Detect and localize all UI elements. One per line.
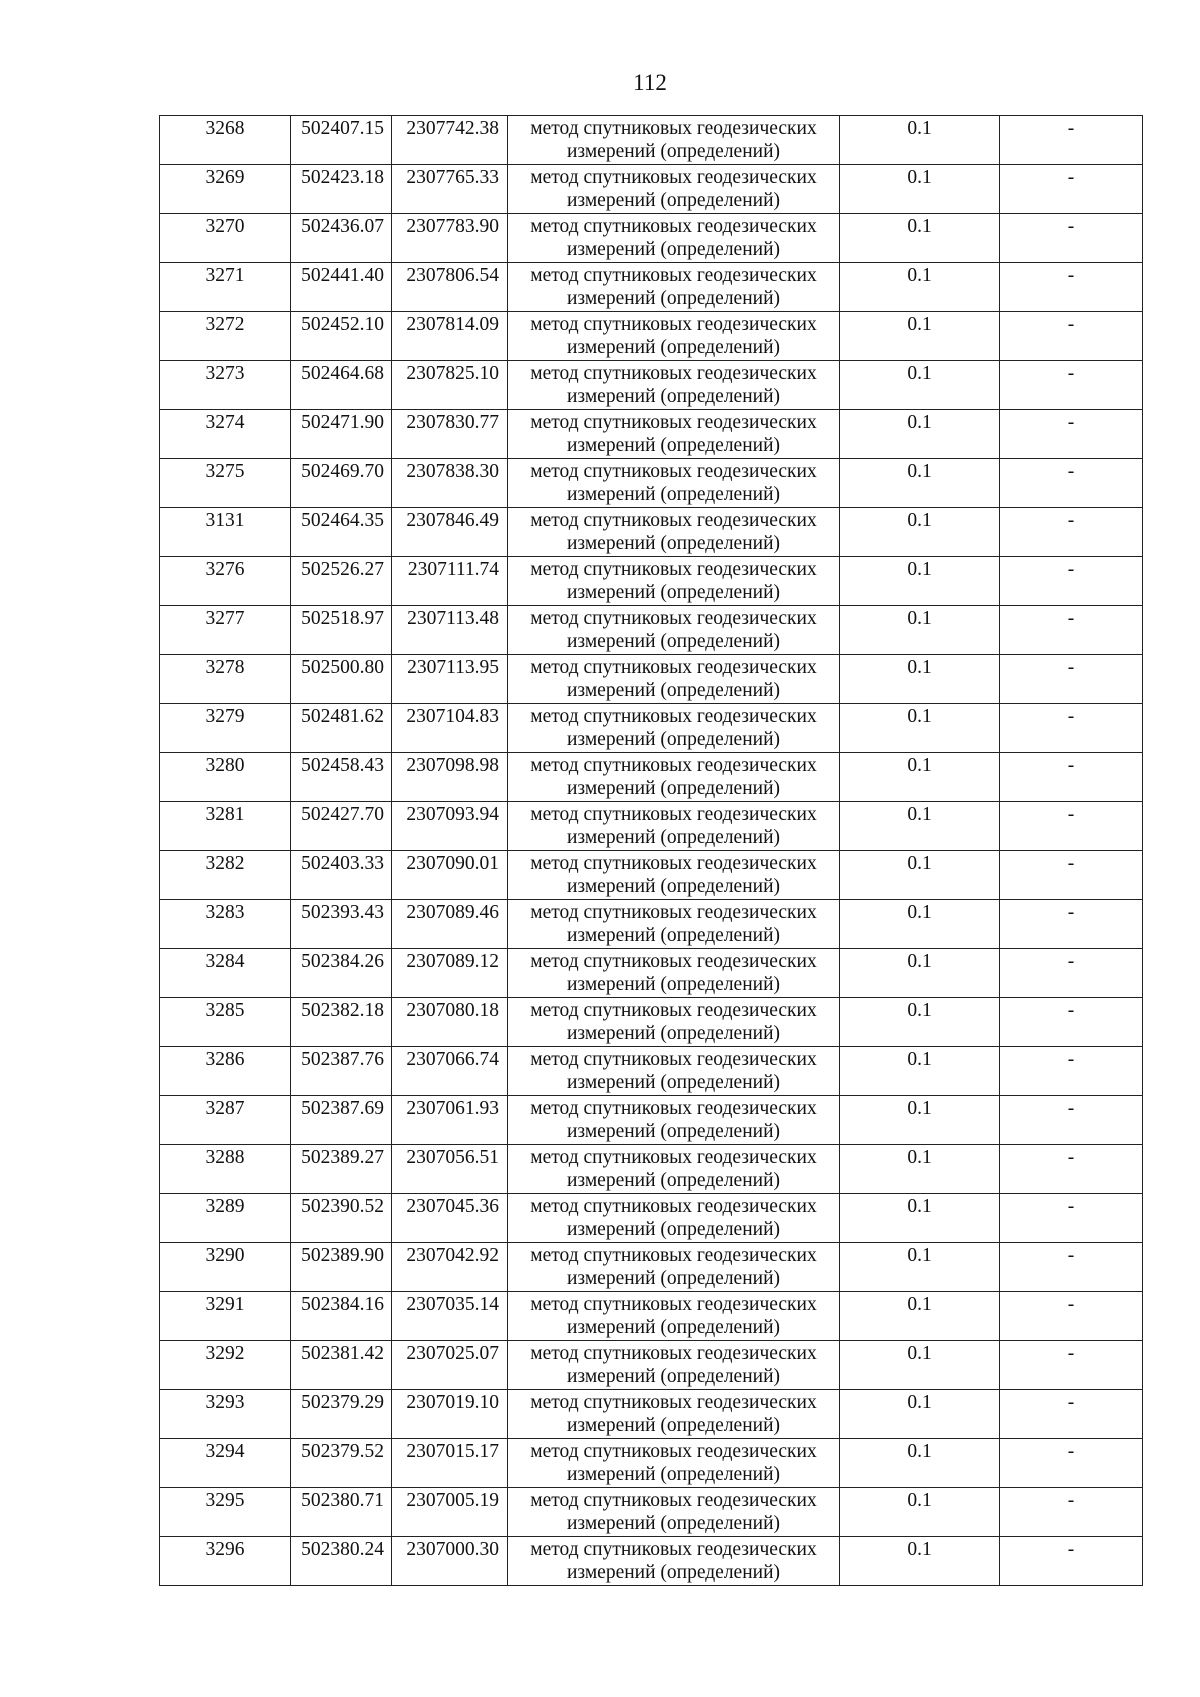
accuracy-cell: 0.1	[840, 900, 1000, 949]
x-coordinate-cell: 502393.43	[291, 900, 392, 949]
y-coordinate-cell: 2307000.30	[392, 1537, 508, 1586]
method-cell	[508, 1390, 840, 1439]
x-coordinate-cell: 502390.52	[291, 1194, 392, 1243]
method-line-1: метод спутниковых геодезических	[530, 1049, 817, 1070]
description-cell: -	[1000, 606, 1143, 655]
y-coordinate-cell: 2307042.92	[392, 1243, 508, 1292]
description-cell: -	[1000, 312, 1143, 361]
method-cell	[508, 998, 840, 1047]
x-coordinate-cell: 502387.76	[291, 1047, 392, 1096]
point-number-cell: 3282	[160, 851, 291, 900]
method-line-1: метод спутниковых геодезических	[530, 1098, 817, 1119]
x-coordinate-cell: 502379.29	[291, 1390, 392, 1439]
point-number-cell: 3270	[160, 214, 291, 263]
method-cell	[508, 361, 840, 410]
accuracy-cell: 0.1	[840, 655, 1000, 704]
table-row	[160, 851, 1143, 900]
method-cell	[508, 1194, 840, 1243]
method-line-2: измерений (определений)	[566, 1464, 781, 1485]
method-line-2: измерений (определений)	[566, 190, 781, 211]
x-coordinate-cell: 502389.27	[291, 1145, 392, 1194]
method-cell	[508, 1488, 840, 1537]
y-coordinate-cell: 2307093.94	[392, 802, 508, 851]
table-row	[160, 263, 1143, 312]
y-coordinate-cell: 2307090.01	[392, 851, 508, 900]
table-row	[160, 998, 1143, 1047]
x-coordinate-cell: 502381.42	[291, 1341, 392, 1390]
method-cell	[508, 1341, 840, 1390]
accuracy-cell: 0.1	[840, 1145, 1000, 1194]
table-row	[160, 900, 1143, 949]
method-cell	[508, 459, 840, 508]
y-coordinate-cell: 2307005.19	[392, 1488, 508, 1537]
x-coordinate-cell: 502389.90	[291, 1243, 392, 1292]
coordinates-table	[159, 115, 1143, 1586]
y-coordinate-cell: 2307061.93	[392, 1096, 508, 1145]
accuracy-cell: 0.1	[840, 459, 1000, 508]
point-number-cell: 3285	[160, 998, 291, 1047]
y-coordinate-cell: 2307035.14	[392, 1292, 508, 1341]
y-coordinate-cell: 2307098.98	[392, 753, 508, 802]
method-line-1: метод спутниковых геодезических	[530, 265, 817, 286]
y-coordinate-cell: 2307113.48	[392, 606, 508, 655]
accuracy-cell: 0.1	[840, 165, 1000, 214]
method-line-2: измерений (определений)	[566, 1219, 781, 1240]
table-row	[160, 1439, 1143, 1488]
coordinates-table-body	[160, 116, 1143, 1586]
method-line-2: измерений (определений)	[566, 925, 781, 946]
point-number-cell: 3274	[160, 410, 291, 459]
accuracy-cell: 0.1	[840, 1243, 1000, 1292]
description-cell: -	[1000, 1243, 1143, 1292]
x-coordinate-cell: 502458.43	[291, 753, 392, 802]
y-coordinate-cell: 2307113.95	[392, 655, 508, 704]
accuracy-cell: 0.1	[840, 1439, 1000, 1488]
description-cell: -	[1000, 508, 1143, 557]
point-number-cell: 3268	[160, 116, 291, 165]
method-line-1: метод спутниковых геодезических	[530, 461, 817, 482]
table-row	[160, 459, 1143, 508]
point-number-cell: 3277	[160, 606, 291, 655]
table-row	[160, 655, 1143, 704]
y-coordinate-cell: 2307066.74	[392, 1047, 508, 1096]
point-number-cell: 3275	[160, 459, 291, 508]
accuracy-cell: 0.1	[840, 704, 1000, 753]
method-cell	[508, 263, 840, 312]
method-line-1: метод спутниковых геодезических	[530, 314, 817, 335]
point-number-cell: 3272	[160, 312, 291, 361]
table-row	[160, 410, 1143, 459]
table-row	[160, 1096, 1143, 1145]
method-line-2: измерений (определений)	[566, 533, 781, 554]
accuracy-cell: 0.1	[840, 753, 1000, 802]
description-cell: -	[1000, 1194, 1143, 1243]
description-cell: -	[1000, 214, 1143, 263]
description-cell: -	[1000, 116, 1143, 165]
method-cell	[508, 1145, 840, 1194]
table-row	[160, 1537, 1143, 1586]
y-coordinate-cell: 2307080.18	[392, 998, 508, 1047]
y-coordinate-cell: 2307825.10	[392, 361, 508, 410]
method-line-1: метод спутниковых геодезических	[530, 1147, 817, 1168]
method-cell	[508, 1292, 840, 1341]
method-cell	[508, 851, 840, 900]
x-coordinate-cell: 502407.15	[291, 116, 392, 165]
description-cell: -	[1000, 1047, 1143, 1096]
accuracy-cell: 0.1	[840, 1096, 1000, 1145]
accuracy-cell: 0.1	[840, 361, 1000, 410]
description-cell: -	[1000, 1096, 1143, 1145]
point-number-cell: 3295	[160, 1488, 291, 1537]
y-coordinate-cell: 2307806.54	[392, 263, 508, 312]
method-cell	[508, 557, 840, 606]
method-line-1: метод спутниковых геодезических	[530, 706, 817, 727]
method-line-1: метод спутниковых геодезических	[530, 951, 817, 972]
method-line-2: измерений (определений)	[566, 680, 781, 701]
table-row	[160, 1292, 1143, 1341]
accuracy-cell: 0.1	[840, 1537, 1000, 1586]
x-coordinate-cell: 502382.18	[291, 998, 392, 1047]
method-line-1: метод спутниковых геодезических	[530, 1294, 817, 1315]
description-cell: -	[1000, 949, 1143, 998]
description-cell: -	[1000, 802, 1143, 851]
description-cell: -	[1000, 557, 1143, 606]
method-cell	[508, 1096, 840, 1145]
method-cell	[508, 753, 840, 802]
method-line-2: измерений (определений)	[566, 1366, 781, 1387]
y-coordinate-cell: 2307015.17	[392, 1439, 508, 1488]
method-cell	[508, 312, 840, 361]
method-line-1: метод спутниковых геодезических	[530, 559, 817, 580]
method-cell	[508, 116, 840, 165]
table-row	[160, 606, 1143, 655]
y-coordinate-cell: 2307783.90	[392, 214, 508, 263]
method-cell	[508, 1439, 840, 1488]
method-line-1: метод спутниковых геодезических	[530, 1441, 817, 1462]
method-line-2: измерений (определений)	[566, 288, 781, 309]
method-line-2: измерений (определений)	[566, 778, 781, 799]
x-coordinate-cell: 502380.24	[291, 1537, 392, 1586]
table-row	[160, 508, 1143, 557]
method-cell	[508, 410, 840, 459]
table-row	[160, 165, 1143, 214]
description-cell: -	[1000, 998, 1143, 1047]
point-number-cell: 3131	[160, 508, 291, 557]
method-line-1: метод спутниковых геодезических	[530, 1490, 817, 1511]
table-row	[160, 949, 1143, 998]
method-cell	[508, 1243, 840, 1292]
accuracy-cell: 0.1	[840, 263, 1000, 312]
point-number-cell: 3273	[160, 361, 291, 410]
point-number-cell: 3292	[160, 1341, 291, 1390]
accuracy-cell: 0.1	[840, 1390, 1000, 1439]
method-line-1: метод спутниковых геодезических	[530, 804, 817, 825]
x-coordinate-cell: 502387.69	[291, 1096, 392, 1145]
x-coordinate-cell: 502471.90	[291, 410, 392, 459]
method-line-1: метод спутниковых геодезических	[530, 755, 817, 776]
accuracy-cell: 0.1	[840, 214, 1000, 263]
method-line-1: метод спутниковых геодезических	[530, 216, 817, 237]
point-number-cell: 3279	[160, 704, 291, 753]
accuracy-cell: 0.1	[840, 508, 1000, 557]
point-number-cell: 3294	[160, 1439, 291, 1488]
method-line-1: метод спутниковых геодезических	[530, 1343, 817, 1364]
description-cell: -	[1000, 655, 1143, 704]
point-number-cell: 3284	[160, 949, 291, 998]
table-row	[160, 1341, 1143, 1390]
description-cell: -	[1000, 1537, 1143, 1586]
method-line-2: измерений (определений)	[566, 1268, 781, 1289]
x-coordinate-cell: 502481.62	[291, 704, 392, 753]
accuracy-cell: 0.1	[840, 606, 1000, 655]
method-cell	[508, 949, 840, 998]
description-cell: -	[1000, 263, 1143, 312]
x-coordinate-cell: 502380.71	[291, 1488, 392, 1537]
method-line-1: метод спутниковых геодезических	[530, 657, 817, 678]
method-line-1: метод спутниковых геодезических	[530, 1196, 817, 1217]
description-cell: -	[1000, 900, 1143, 949]
accuracy-cell: 0.1	[840, 802, 1000, 851]
x-coordinate-cell: 502526.27	[291, 557, 392, 606]
method-line-2: измерений (определений)	[566, 1072, 781, 1093]
point-number-cell: 3271	[160, 263, 291, 312]
table-row	[160, 1488, 1143, 1537]
x-coordinate-cell: 502500.80	[291, 655, 392, 704]
table-row	[160, 802, 1143, 851]
point-number-cell: 3280	[160, 753, 291, 802]
y-coordinate-cell: 2307089.46	[392, 900, 508, 949]
x-coordinate-cell: 502384.26	[291, 949, 392, 998]
accuracy-cell: 0.1	[840, 949, 1000, 998]
y-coordinate-cell: 2307019.10	[392, 1390, 508, 1439]
description-cell: -	[1000, 410, 1143, 459]
point-number-cell: 3293	[160, 1390, 291, 1439]
table-row	[160, 312, 1143, 361]
table-row	[160, 214, 1143, 263]
accuracy-cell: 0.1	[840, 1488, 1000, 1537]
table-row	[160, 1243, 1143, 1292]
accuracy-cell: 0.1	[840, 557, 1000, 606]
point-number-cell: 3278	[160, 655, 291, 704]
accuracy-cell: 0.1	[840, 1292, 1000, 1341]
point-number-cell: 3269	[160, 165, 291, 214]
method-line-1: метод спутниковых геодезических	[530, 167, 817, 188]
x-coordinate-cell: 502427.70	[291, 802, 392, 851]
accuracy-cell: 0.1	[840, 410, 1000, 459]
x-coordinate-cell: 502469.70	[291, 459, 392, 508]
y-coordinate-cell: 2307830.77	[392, 410, 508, 459]
table-row	[160, 1390, 1143, 1439]
method-cell	[508, 508, 840, 557]
y-coordinate-cell: 2307025.07	[392, 1341, 508, 1390]
table-row	[160, 1145, 1143, 1194]
description-cell: -	[1000, 704, 1143, 753]
method-line-2: измерений (определений)	[566, 1513, 781, 1534]
method-cell	[508, 1047, 840, 1096]
method-line-2: измерений (определений)	[566, 827, 781, 848]
table-row	[160, 361, 1143, 410]
table-row	[160, 704, 1143, 753]
table-row	[160, 557, 1143, 606]
point-number-cell: 3296	[160, 1537, 291, 1586]
description-cell: -	[1000, 1488, 1143, 1537]
y-coordinate-cell: 2307846.49	[392, 508, 508, 557]
method-line-2: измерений (определений)	[566, 435, 781, 456]
y-coordinate-cell: 2307111.74	[392, 557, 508, 606]
method-line-2: измерений (определений)	[566, 876, 781, 897]
accuracy-cell: 0.1	[840, 1341, 1000, 1390]
accuracy-cell: 0.1	[840, 998, 1000, 1047]
description-cell: -	[1000, 459, 1143, 508]
table-row	[160, 116, 1143, 165]
method-line-2: измерений (определений)	[566, 484, 781, 505]
method-cell	[508, 1537, 840, 1586]
method-line-2: измерений (определений)	[566, 337, 781, 358]
method-line-2: измерений (определений)	[566, 1562, 781, 1583]
point-number-cell: 3281	[160, 802, 291, 851]
method-line-1: метод спутниковых геодезических	[530, 363, 817, 384]
method-line-1: метод спутниковых геодезических	[530, 1392, 817, 1413]
method-line-2: измерений (определений)	[566, 1415, 781, 1436]
y-coordinate-cell: 2307814.09	[392, 312, 508, 361]
accuracy-cell: 0.1	[840, 851, 1000, 900]
method-cell	[508, 214, 840, 263]
accuracy-cell: 0.1	[840, 116, 1000, 165]
description-cell: -	[1000, 1145, 1143, 1194]
point-number-cell: 3291	[160, 1292, 291, 1341]
description-cell: -	[1000, 1439, 1143, 1488]
method-line-2: измерений (определений)	[566, 1317, 781, 1338]
table-row	[160, 753, 1143, 802]
method-line-2: измерений (определений)	[566, 582, 781, 603]
table-row	[160, 1047, 1143, 1096]
description-cell: -	[1000, 1390, 1143, 1439]
x-coordinate-cell: 502379.52	[291, 1439, 392, 1488]
method-cell	[508, 606, 840, 655]
method-line-2: измерений (определений)	[566, 141, 781, 162]
point-number-cell: 3276	[160, 557, 291, 606]
description-cell: -	[1000, 1292, 1143, 1341]
method-line-1: метод спутниковых геодезических	[530, 853, 817, 874]
point-number-cell: 3283	[160, 900, 291, 949]
method-cell	[508, 704, 840, 753]
method-cell	[508, 165, 840, 214]
x-coordinate-cell: 502436.07	[291, 214, 392, 263]
method-cell	[508, 655, 840, 704]
y-coordinate-cell: 2307765.33	[392, 165, 508, 214]
method-line-1: метод спутниковых геодезических	[530, 902, 817, 923]
x-coordinate-cell: 502423.18	[291, 165, 392, 214]
x-coordinate-cell: 502464.68	[291, 361, 392, 410]
x-coordinate-cell: 502441.40	[291, 263, 392, 312]
method-line-2: измерений (определений)	[566, 1023, 781, 1044]
method-line-1: метод спутниковых геодезических	[530, 412, 817, 433]
y-coordinate-cell: 2307838.30	[392, 459, 508, 508]
method-line-1: метод спутниковых геодезических	[530, 1000, 817, 1021]
method-cell	[508, 802, 840, 851]
method-line-1: метод спутниковых геодезических	[530, 608, 817, 629]
method-line-2: измерений (определений)	[566, 1121, 781, 1142]
page-number: 112	[633, 70, 667, 95]
method-line-1: метод спутниковых геодезических	[530, 1245, 817, 1266]
table-row	[160, 1194, 1143, 1243]
point-number-cell: 3290	[160, 1243, 291, 1292]
description-cell: -	[1000, 165, 1143, 214]
method-cell	[508, 900, 840, 949]
method-line-2: измерений (определений)	[566, 729, 781, 750]
x-coordinate-cell: 502464.35	[291, 508, 392, 557]
description-cell: -	[1000, 361, 1143, 410]
point-number-cell: 3287	[160, 1096, 291, 1145]
x-coordinate-cell: 502452.10	[291, 312, 392, 361]
point-number-cell: 3289	[160, 1194, 291, 1243]
method-line-1: метод спутниковых геодезических	[530, 118, 817, 139]
y-coordinate-cell: 2307089.12	[392, 949, 508, 998]
description-cell: -	[1000, 753, 1143, 802]
x-coordinate-cell: 502518.97	[291, 606, 392, 655]
description-cell: -	[1000, 851, 1143, 900]
description-cell: -	[1000, 1341, 1143, 1390]
method-line-1: метод спутниковых геодезических	[530, 1539, 817, 1560]
y-coordinate-cell: 2307056.51	[392, 1145, 508, 1194]
accuracy-cell: 0.1	[840, 1047, 1000, 1096]
method-line-1: метод спутниковых геодезических	[530, 510, 817, 531]
accuracy-cell: 0.1	[840, 1194, 1000, 1243]
point-number-cell: 3286	[160, 1047, 291, 1096]
method-line-2: измерений (определений)	[566, 1170, 781, 1191]
x-coordinate-cell: 502384.16	[291, 1292, 392, 1341]
accuracy-cell: 0.1	[840, 312, 1000, 361]
y-coordinate-cell: 2307104.83	[392, 704, 508, 753]
method-line-2: измерений (определений)	[566, 239, 781, 260]
point-number-cell: 3288	[160, 1145, 291, 1194]
y-coordinate-cell: 2307742.38	[392, 116, 508, 165]
method-line-2: измерений (определений)	[566, 631, 781, 652]
x-coordinate-cell: 502403.33	[291, 851, 392, 900]
method-line-2: измерений (определений)	[566, 386, 781, 407]
y-coordinate-cell: 2307045.36	[392, 1194, 508, 1243]
method-line-2: измерений (определений)	[566, 974, 781, 995]
